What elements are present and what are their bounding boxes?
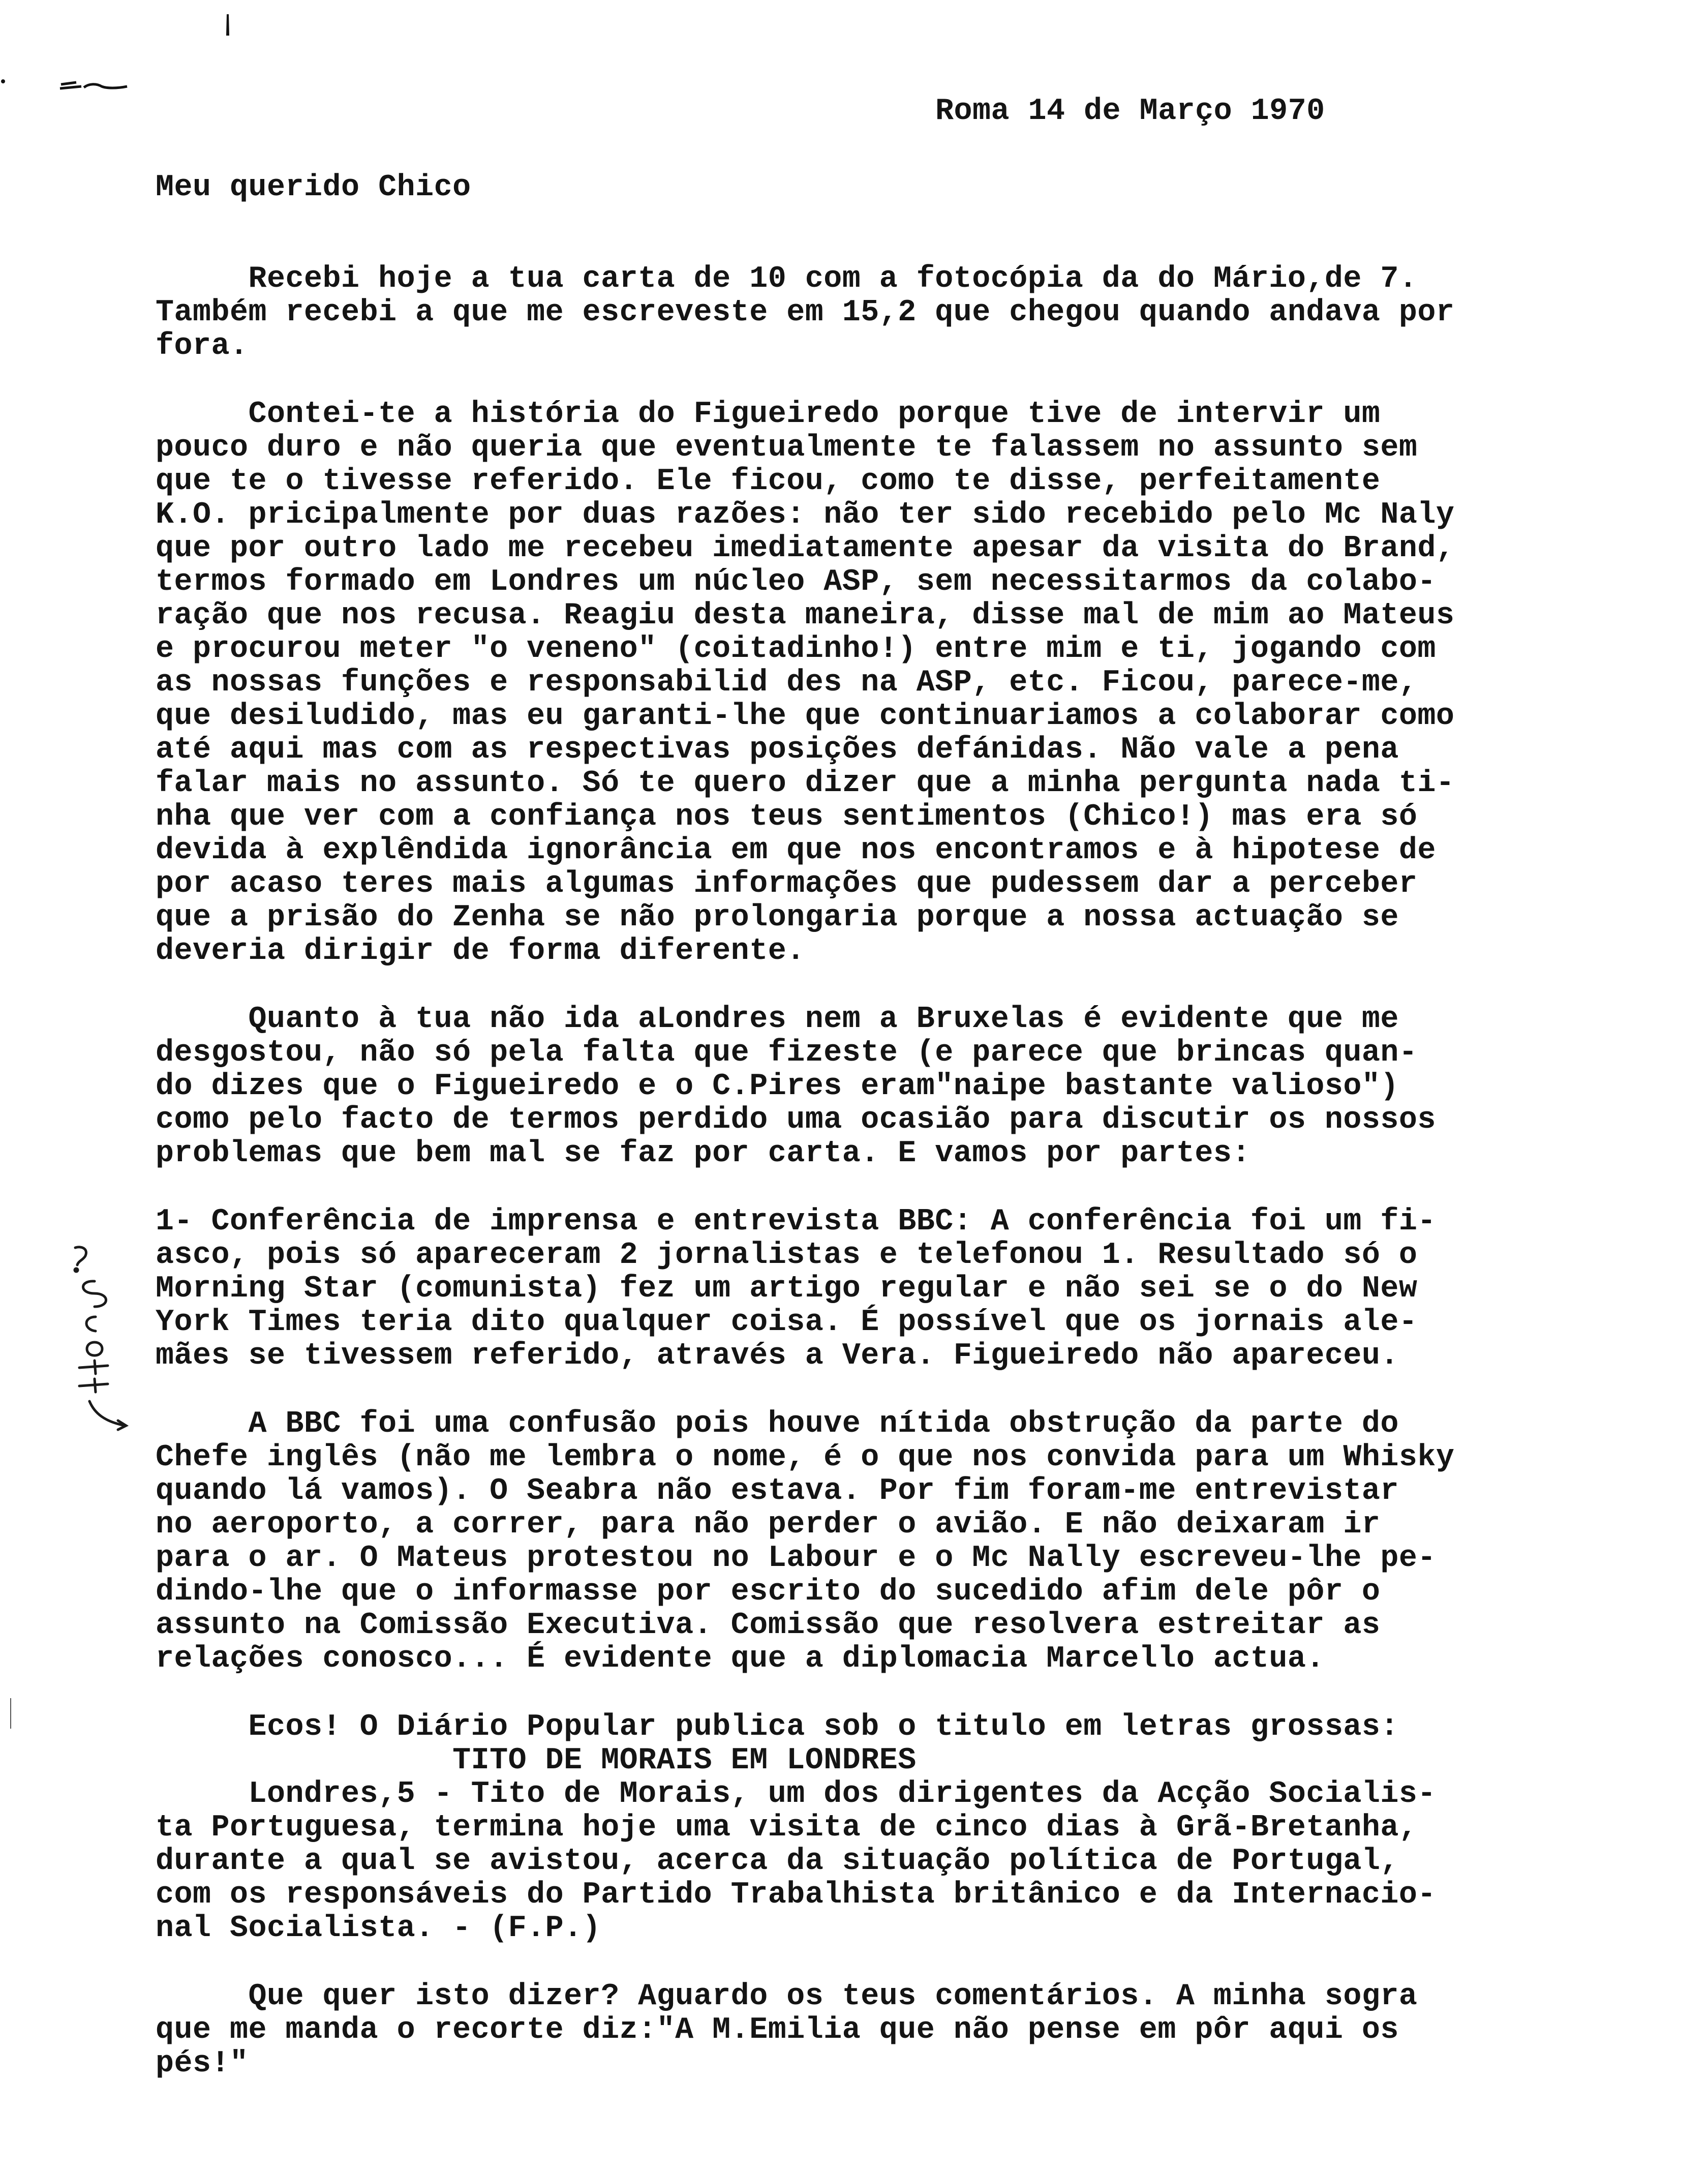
text-line: que te o tivesse referido. Ele ficou, como te disse, perfeitamente xyxy=(156,464,1381,499)
text-line: fora. xyxy=(156,329,249,364)
text-line: ta Portuguesa, termina hoje uma visita de cinco dias à Grã-Bretanha, xyxy=(156,1811,1418,1845)
text-line: problemas que bem mal se faz por carta. E vamos por partes: xyxy=(156,1136,1250,1171)
text-line: K.O. pricipalmente por duas razões: não ter sido recebido pelo Mc Naly xyxy=(156,498,1455,532)
clipping-headline: TITO DE MORAIS EM LONDRES xyxy=(156,1743,917,1778)
text-line: que por outro lado me recebeu imediatamente apesar da visita do Brand, xyxy=(156,531,1455,566)
text-line: Morning Star (comunista) fez um artigo regular e não sei se o do New xyxy=(156,1272,1418,1306)
text-line: e procurou meter "o veneno" (coitadinho!) entre mim e ti, jogando com xyxy=(156,632,1436,667)
text-line: termos formado em Londres um núcleo ASP, sem necessitarmos da colabo- xyxy=(156,565,1436,599)
text-line: deveria dirigir de forma diferente. xyxy=(156,934,805,969)
text-line: as nossas funções e responsabilid des na ASP, etc. Ficou, parece-me, xyxy=(156,666,1418,700)
text-line: pés!" xyxy=(156,2046,249,2081)
text-line: Londres,5 - Tito de Morais, um dos dirigentes da Acção Socialis- xyxy=(156,1777,1436,1812)
text-line: devida à explêndida ignorância em que nos encontramos e à hipotese de xyxy=(156,833,1436,868)
paragraph xyxy=(156,398,1589,968)
ink-mark xyxy=(8,1698,13,1729)
text-line: nha que ver com a confiança nos teus sentimentos (Chico!) mas era só xyxy=(156,800,1418,834)
handwritten-annotation xyxy=(18,1241,130,1454)
text-line: nal Socialista. - (F.P.) xyxy=(156,1911,601,1946)
text-line: do dizes que o Figueiredo e o C.Pires eram"naipe bastante valioso") xyxy=(156,1069,1399,1104)
text-line: quando lá vamos). O Seabra não estava. Por fim foram-me entrevistar xyxy=(156,1474,1399,1509)
ink-scribble xyxy=(0,71,132,102)
paragraph xyxy=(156,262,1589,363)
paragraph xyxy=(156,1003,1589,1170)
text-line: ração que nos recusa. Reagiu desta maneira, disse mal de mim ao Mateus xyxy=(156,598,1455,633)
text-line: Chefe inglês (não me lembra o nome, é o que nos convida para um Whisky xyxy=(156,1440,1455,1475)
text-line: que desiludido, mas eu garanti-lhe que continuariamos a colaborar como xyxy=(156,699,1455,734)
text-line: Contei-te a história do Figueiredo porque tive de intervir um xyxy=(156,397,1381,432)
paragraph xyxy=(156,1407,1589,1676)
letter-body xyxy=(156,262,1589,2080)
text-line: asco, pois só apareceram 2 jornalistas e telefonou 1. Resultado só o xyxy=(156,1238,1418,1273)
text-line: que a prisão do Zenha se não prolongaria porque a nossa actuação se xyxy=(156,900,1399,935)
text-line: Também recebi a que me escreveste em 15,2 que chegou quando andava por xyxy=(156,295,1455,330)
text-line: pouco duro e não queria que eventualmente te falassem no assunto sem xyxy=(156,431,1418,465)
text-line: 1- Conferência de imprensa e entrevista BBC: A conferência foi um fi- xyxy=(156,1204,1436,1239)
text-line: para o ar. O Mateus protestou no Labour e o Mc Nally escreveu-lhe pe- xyxy=(156,1541,1436,1576)
text-line: como pelo facto de termos perdido uma ocasião para discutir os nossos xyxy=(156,1103,1436,1137)
salutation: Meu querido Chico xyxy=(156,170,471,205)
text-line: Ecos! O Diário Popular publica sob o titulo em letras grossas: xyxy=(156,1710,1399,1744)
text-line: mães se tivessem referido, através a Vera. Figueiredo não apareceu. xyxy=(156,1339,1399,1373)
text-line: desgostou, não só pela falta que fizeste (e parece que brincas quan- xyxy=(156,1036,1418,1070)
text-line: assunto na Comissão Executiva. Comissão que resolvera estreitar as xyxy=(156,1608,1381,1643)
text-line: relações conosco... É evidente que a diplomacia Marcello actua. xyxy=(156,1642,1325,1676)
text-line: até aqui mas com as respectivas posições defánidas. Não vale a pena xyxy=(156,733,1399,767)
text-line: no aeroporto, a correr, para não perder o avião. E não deixaram ir xyxy=(156,1507,1381,1542)
text-line: durante a qual se avistou, acerca da situação política de Portugal, xyxy=(156,1844,1399,1879)
paragraph xyxy=(156,1980,1589,2080)
paragraph xyxy=(156,1710,1589,1945)
text-line: falar mais no assunto. Só te quero dizer que a minha pergunta nada ti- xyxy=(156,766,1455,801)
text-line: A BBC foi uma confusão pois houve nítida obstrução da parte do xyxy=(156,1407,1399,1441)
text-line: dindo-lhe que o informasse por escrito do sucedido afim dele pôr o xyxy=(156,1575,1381,1609)
text-line: com os responsáveis do Partido Trabalhista britânico e da Internacio- xyxy=(156,1878,1436,1912)
text-line: Que quer isto dizer? Aguardo os teus comentários. A minha sogra xyxy=(156,1979,1418,2014)
ink-mark xyxy=(224,13,232,38)
text-line: que me manda o recorte diz:"A M.Emilia que não pense em pôr aqui os xyxy=(156,2013,1399,2047)
letter-date: Roma 14 de Março 1970 xyxy=(935,94,1325,129)
text-line: Quanto à tua não ida aLondres nem a Bruxelas é evidente que me xyxy=(156,1002,1399,1037)
text-line: Recebi hoje a tua carta de 10 com a fotocópia da do Mário,de 7. xyxy=(156,262,1418,296)
paragraph xyxy=(156,1205,1589,1373)
text-line: por acaso teres mais algumas informações que pudessem dar a perceber xyxy=(156,867,1418,901)
text-line: York Times teria dito qualquer coisa. É possível que os jornais ale- xyxy=(156,1305,1418,1340)
